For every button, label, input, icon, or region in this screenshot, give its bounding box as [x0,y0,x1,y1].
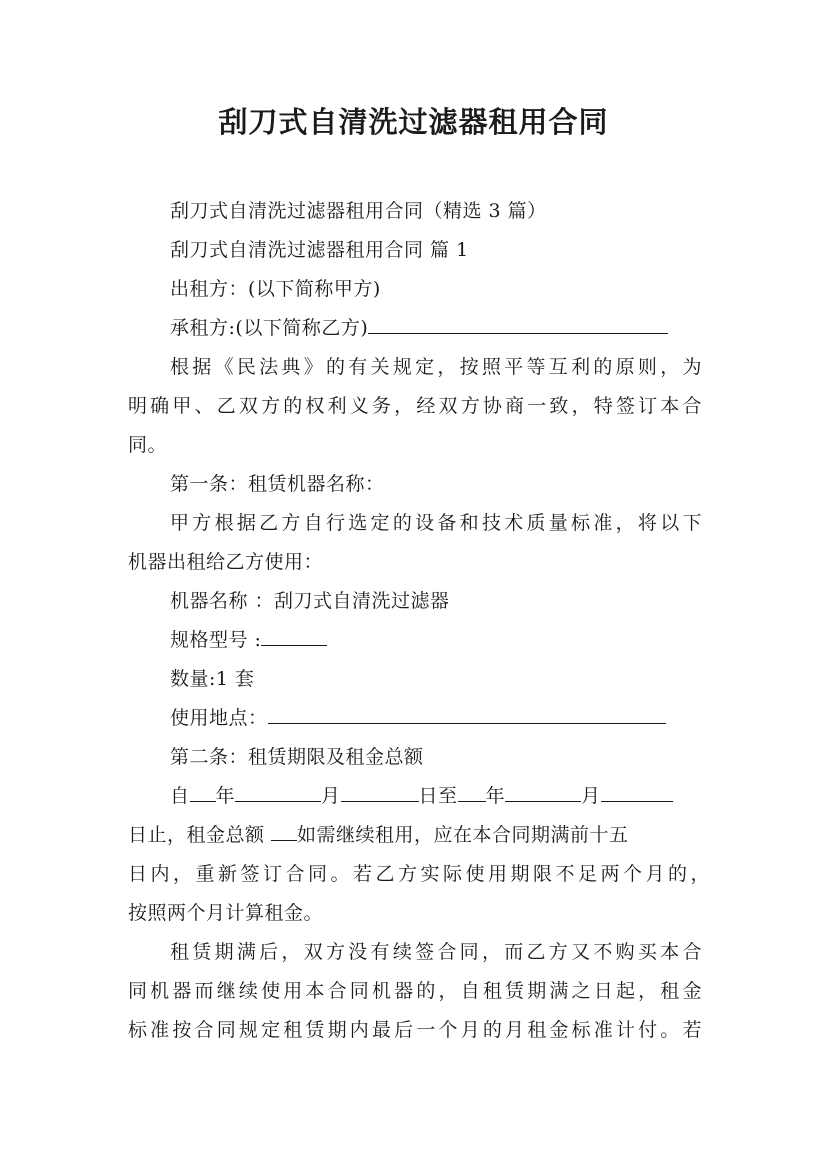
rent-label: 日止，租金总额 [128,824,272,846]
period-line [170,777,750,815]
month-label: 月 [581,785,601,807]
rent-line [128,816,708,854]
location-label: 使用地点： [170,707,268,729]
lessee-blank [368,311,668,334]
paragraph-line: 标准按合同规定租赁期内最后一个月的月租金标准计付。若 [128,1019,702,1041]
paragraph-line: 按照两个月计算租金。 [128,902,324,924]
paragraph-line: 明确甲、乙双方的权利义务，经双方协商一致，特签订本合 [128,395,702,417]
day-blank [601,779,673,802]
lessor-line: 出租方：(以下简称甲方) [170,278,381,300]
lessee-label: 承租方:(以下简称乙方) [170,317,369,339]
model-blank [261,623,327,646]
paragraph-line: 甲方根据乙方自行选定的设备和技术质量标准，将以下 [170,512,702,534]
location-line [170,699,750,737]
machine-name-line: 机器名称 ：刮刀式自清洗过滤器 [170,590,450,612]
section-heading: 刮刀式自清洗过滤器租用合同 篇 1 [170,239,469,261]
paragraph-line: 机器出租给乙方使用： [128,551,324,573]
period-from: 自 [170,785,190,807]
model-line [170,621,750,659]
month-label: 月 [321,785,341,807]
article-heading: 第一条：租赁机器名称： [170,473,385,495]
year-label: 年 [485,785,506,807]
doc-subtitle: 刮刀式自清洗过滤器租用合同（精选 3 篇） [170,200,547,222]
paragraph-line: 租赁期满后，双方没有续签合同，而乙方又不购买本合 [170,941,702,963]
year-blank [190,779,216,802]
rent-blank [271,818,297,841]
day-blank [341,779,419,802]
paragraph-line: 同。 [128,434,168,456]
quantity-line: 数量:1 套 [170,668,255,690]
paragraph-line: 同机器而继续使用本合同机器的，自租赁期满之日起，租金 [128,980,702,1002]
year-label: 年 [215,785,236,807]
article-heading: 第二条：租赁期限及租金总额 [170,746,424,768]
paragraph-line: 日内，重新签订合同。若乙方实际使用期限不足两个月的， [128,863,710,885]
rent-text: 如需继续租用，应在本合同期满前十五 [297,824,629,846]
document-title: 刮刀式自清洗过滤器租用合同 [218,105,609,139]
day-to-label: 日至 [418,785,458,807]
month-blank [505,779,581,802]
year-blank [458,779,486,802]
month-blank [235,779,321,802]
model-label: 规格型号 : [170,629,262,651]
lessee-line [170,309,750,347]
location-blank [268,701,666,724]
paragraph-line: 根据《民法典》的有关规定，按照平等互利的原则，为 [170,356,702,378]
